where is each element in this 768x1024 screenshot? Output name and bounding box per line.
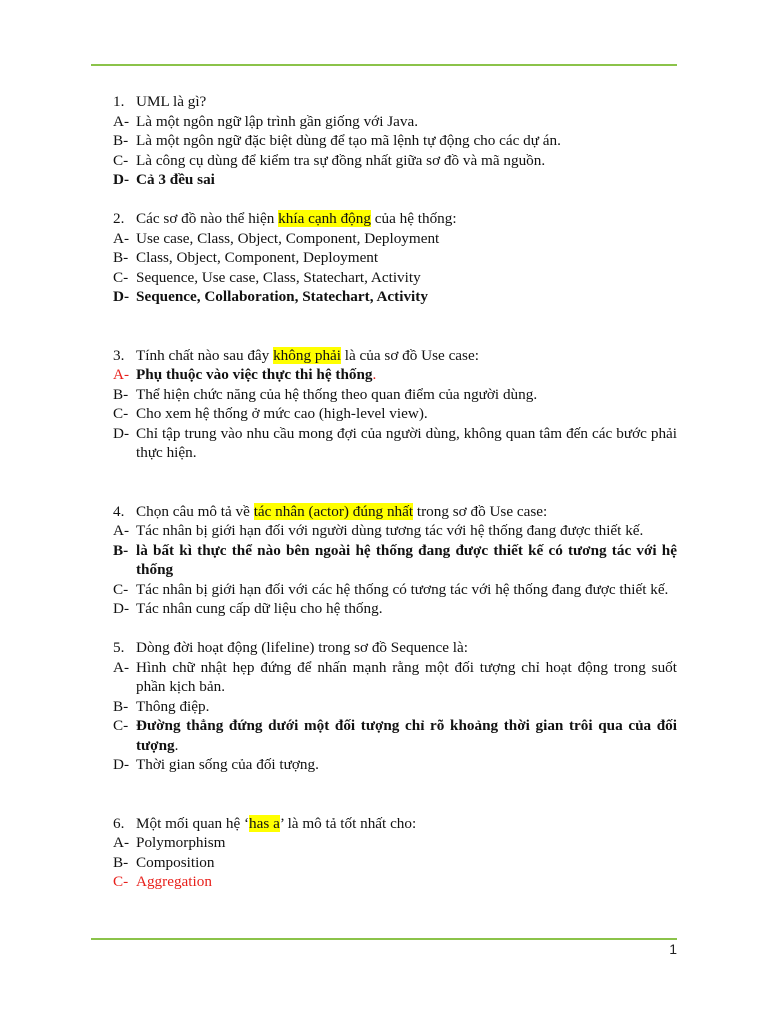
text-run: là của sơ đồ Use case:	[341, 346, 479, 364]
option-marker: 4.	[113, 502, 125, 520]
option-marker: A-	[113, 522, 130, 539]
option-marker: D-	[113, 424, 130, 442]
text-run: Aggregation	[136, 873, 212, 890]
option-d	[113, 755, 677, 775]
text-run: Tác nhân bị giới hạn đối với người dùng tương tác với hệ thống đang được thiết kế.	[136, 522, 644, 539]
text-run: .	[372, 366, 377, 383]
option-b	[113, 131, 677, 151]
option-marker: 3.	[113, 346, 125, 364]
text-run: UML là gì?	[136, 93, 207, 110]
option-b	[113, 697, 677, 717]
text-run: Cho xem hệ thống ở mức cao (high-level view).	[136, 405, 428, 422]
text-run: Hình chữ nhật hẹp đứng để nhấn mạnh rằng một đối tượng chỉ hoạt động trong suốt phần kịch bản.	[136, 658, 677, 695]
option-a	[113, 112, 677, 132]
option-marker: D-	[113, 171, 130, 188]
question-stem	[113, 638, 677, 658]
text-run: ’ là mô tả tốt nhất cho:	[279, 814, 417, 832]
option-marker: D-	[113, 288, 130, 305]
option-b	[113, 248, 677, 268]
text-run: Thể hiện chức năng của hệ thống theo quan điểm của người dùng.	[136, 385, 538, 403]
question-stem	[113, 502, 677, 522]
option-marker: B-	[113, 541, 129, 559]
question-stem	[113, 209, 677, 229]
option-c-answer	[113, 872, 677, 892]
text-run: Sequence, Use case, Class, Statechart, Activity	[136, 268, 421, 286]
option-d	[113, 599, 677, 619]
text-run: Thông điệp.	[136, 697, 210, 715]
option-marker: C-	[113, 873, 129, 890]
text-run: Đường thẳng đứng dưới một đối tượng chỉ rõ khoảng thời gian trôi qua của đối tượng	[136, 717, 677, 754]
text-run: Polymorphism	[136, 834, 226, 851]
text-run: là bất kì thực thể nào bên ngoài hệ thống đang được thiết kế có tương tác với hệ thống	[136, 541, 677, 578]
text-run: Thời gian sống của đối tượng.	[136, 756, 319, 773]
option-b-answer	[113, 541, 677, 580]
question-3	[113, 346, 677, 463]
text-run: Cả 3 đều sai	[136, 171, 215, 188]
text-run: Chọn câu mô tả về	[136, 502, 254, 520]
highlighted-text: has a	[249, 814, 280, 832]
option-c	[113, 404, 677, 424]
option-marker: A-	[113, 834, 130, 851]
text-run: Tác nhân bị giới hạn đối với các hệ thống có tương tác với hệ thống đang được thiết kế.	[136, 580, 669, 598]
text-run: Chỉ tập trung vào nhu cầu mong đợi của người dùng, không quan tâm đến các bước phải thực hiện.	[136, 424, 677, 461]
option-marker: 1.	[113, 93, 125, 110]
text-run: Tính chất nào sau đây	[136, 346, 274, 364]
option-a-answer	[113, 365, 677, 385]
option-marker: 2.	[113, 210, 125, 227]
text-run: Dòng đời hoạt động (lifeline) trong sơ đồ Sequence là:	[136, 639, 468, 656]
option-marker: A-	[113, 366, 130, 383]
option-c-answer	[113, 716, 677, 755]
option-d-answer	[113, 170, 677, 190]
option-marker: A-	[113, 658, 130, 676]
text-run: Class, Object, Component, Deployment	[136, 249, 379, 266]
option-c	[113, 151, 677, 171]
option-marker: C-	[113, 580, 129, 598]
option-marker: C-	[113, 717, 129, 734]
option-b	[113, 385, 677, 405]
header-rule	[91, 64, 677, 66]
question-5	[113, 638, 677, 775]
text-run: trong sơ đồ Use case:	[413, 502, 548, 520]
page-number: 1	[669, 941, 677, 957]
text-run: Là một ngôn ngữ đặc biệt dùng để tạo mã lệnh tự động cho các dự án.	[136, 132, 561, 149]
question-stem	[113, 92, 677, 112]
text-run: Là một ngôn ngữ lập trình gần giống với Java.	[136, 112, 418, 130]
option-marker: B-	[113, 132, 129, 149]
highlighted-text: không phải	[273, 346, 341, 364]
text-run: của hệ thống:	[370, 210, 457, 227]
option-marker: B-	[113, 385, 129, 403]
highlighted-text: khía cạnh động	[278, 210, 371, 227]
option-marker: C-	[113, 268, 129, 286]
text-run: Một mối quan hệ ‘	[136, 814, 250, 832]
text-run: Phụ thuộc vào việc thực thi hệ thống	[136, 366, 373, 383]
text-run: Là công cụ dùng để kiểm tra sự đồng nhất giữa sơ đồ và mã nguồn.	[136, 151, 546, 169]
question-1	[113, 92, 677, 190]
option-c	[113, 268, 677, 288]
option-marker: B-	[113, 853, 129, 871]
text-run: .	[174, 736, 179, 754]
option-a	[113, 229, 677, 249]
option-marker: A-	[113, 229, 130, 247]
option-marker: C-	[113, 151, 129, 169]
quiz-content	[113, 92, 677, 892]
question-4	[113, 502, 677, 619]
text-run: Các sơ đồ nào thể hiện	[136, 210, 279, 227]
option-a	[113, 833, 677, 853]
option-c	[113, 580, 677, 600]
question-2	[113, 209, 677, 307]
footer-rule	[91, 938, 677, 940]
option-marker: 6.	[113, 814, 125, 832]
highlighted-text: tác nhân (actor) đúng nhất	[253, 502, 414, 520]
question-6	[113, 814, 677, 892]
text-run: Sequence, Collaboration, Statechart, Activity	[136, 288, 428, 305]
question-stem	[113, 814, 677, 834]
text-run: Use case, Class, Object, Component, Deployment	[136, 229, 440, 247]
question-stem	[113, 346, 677, 366]
option-b	[113, 853, 677, 873]
option-marker: C-	[113, 405, 129, 422]
text-run: Tác nhân cung cấp dữ liệu cho hệ thống.	[136, 600, 383, 617]
option-marker: A-	[113, 112, 130, 130]
option-marker: B-	[113, 249, 129, 266]
option-marker: 5.	[113, 639, 125, 656]
option-d	[113, 424, 677, 463]
option-marker: D-	[113, 756, 130, 773]
option-d-answer	[113, 287, 677, 307]
option-a	[113, 658, 677, 697]
option-marker: B-	[113, 697, 129, 715]
option-marker: D-	[113, 600, 130, 617]
text-run: Composition	[136, 853, 215, 871]
option-a	[113, 521, 677, 541]
